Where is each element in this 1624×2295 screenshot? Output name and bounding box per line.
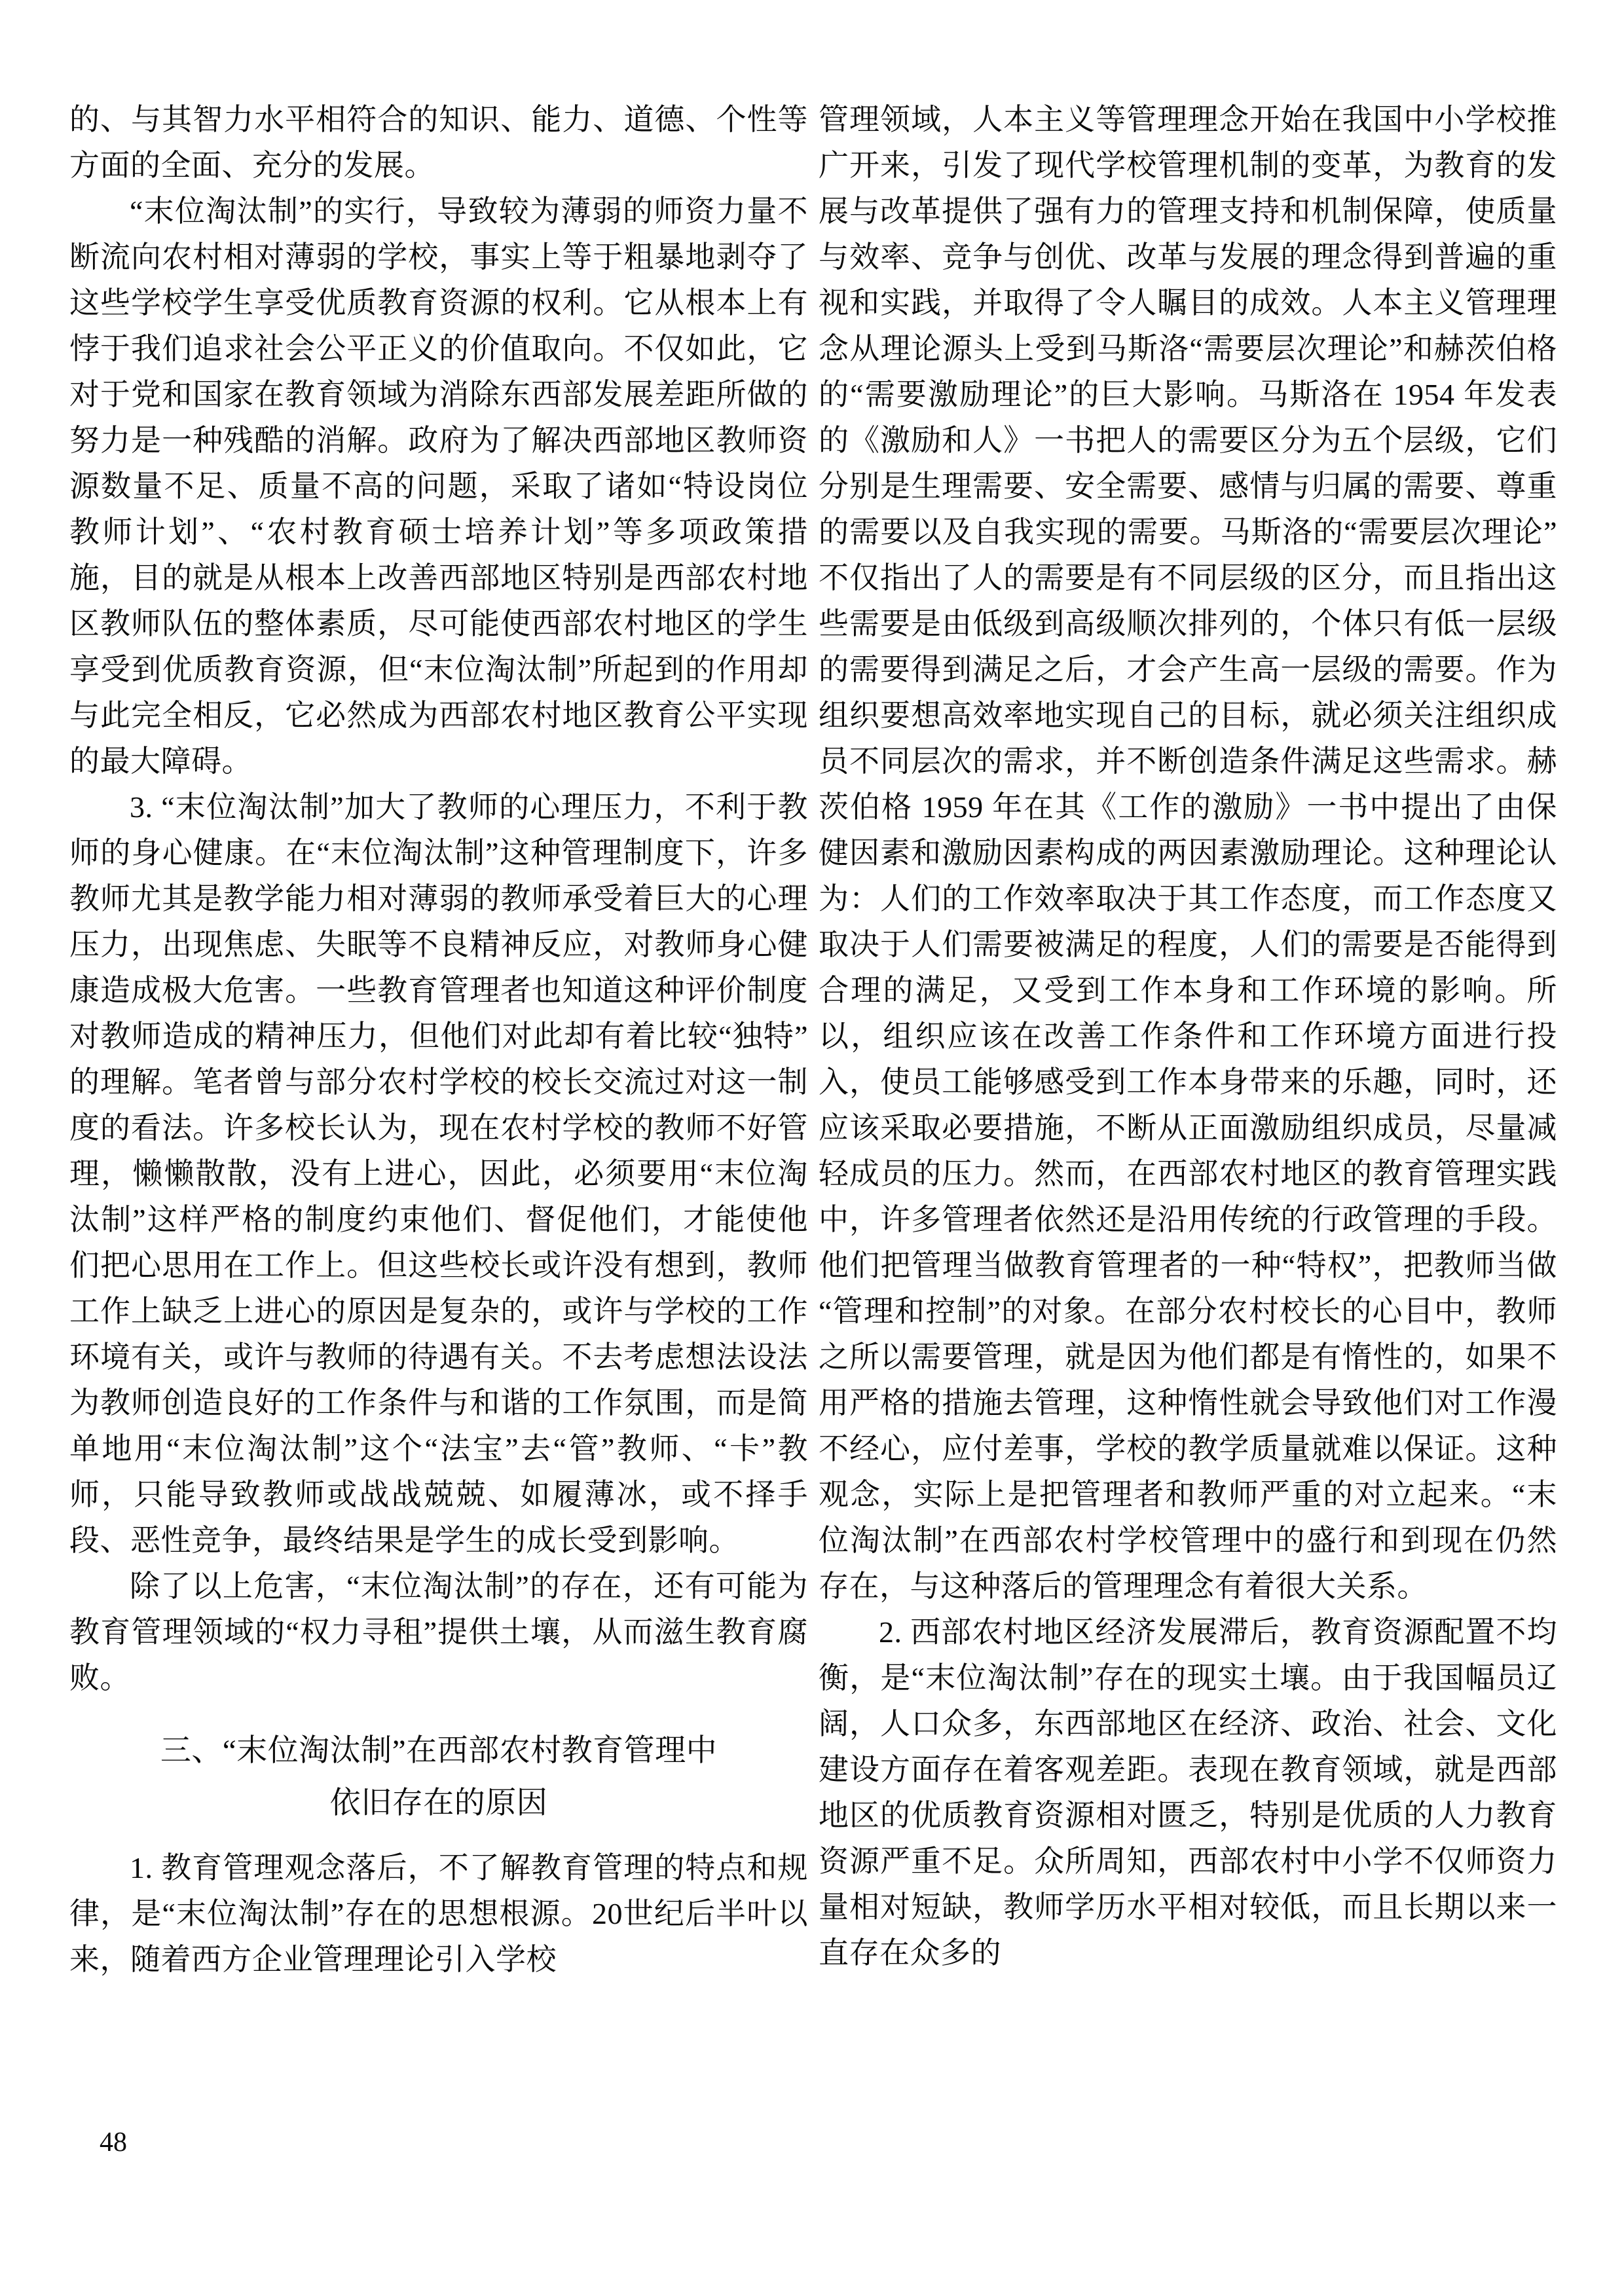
paragraph-continued-from-previous-page: 的、与其智力水平相符合的知识、能力、道德、个性等方面的全面、充分的发展。 (69, 103, 808, 182)
section-heading-line-2: 依旧存在的原因 (329, 1786, 548, 1820)
paragraph-point-2: 2. 西部农村地区经济发展滞后，教育资源配置不均衡，是“末位淘汰制”存在的现实土壤。由于我国幅员辽阔，人口众多，东西部地区在经济、政治、社会、文化建设方面存在着客观差距。表现在教育领域，就是西部地区的优质教育资源相对匮乏，特别是优质的人力教育资源严重不足。众所周知，西部农村中小学不仅师资力量相对短缺，教师学历水平相对较低，而且长期以来一直存在众多的 (819, 1615, 1557, 1970)
right-column (819, 97, 1557, 1983)
page-number: 48 (100, 2127, 127, 2157)
left-column (69, 97, 808, 1983)
two-column-text-area (69, 97, 1557, 1983)
paragraph: “末位淘汰制”的实行，导致较为薄弱的师资力量不断流向农村相对薄弱的学校，事实上等于粗暴地剥夺了这些学校学生享受优质教育资源的权利。它从根本上有悖于我们追求社会公平正义的价值取向。不仅如此，它对于党和国家在教育领域为消除东西部发展差距所做的努力是一种残酷的消解。政府为了解决西部地区教师资源数量不足、质量不高的问题，采取了诸如“特设岗位教师计划”、“农村教育硕士培养计划”等多项政策措施，目的就是从根本上改善西部地区特别是西部农村地区教师队伍的整体素质，尽可能使西部农村地区的学生享受到优质教育资源，但“末位淘汰制”所起到的作用却与此完全相反，它必然成为西部农村地区教育公平实现的最大障碍。 (69, 194, 808, 778)
paragraph-continued-from-left-column: 管理领域，人本主义等管理理念开始在我国中小学校推广开来，引发了现代学校管理机制的变革，为教育的发展与改革提供了强有力的管理支持和机制保障，使质量与效率、竞争与创优、改革与发展的理念得到普遍的重视和实践，并取得了令人瞩目的成效。人本主义管理理念从理论源头上受到马斯洛“需要层次理论”和赫茨伯格的“需要激励理论”的巨大影响。马斯洛在 1954 年发表的《激励和人》一书把人的需要区分为五个层级，它们分别是生理需要、安全需要、感情与归属的需要、尊重的需要以及自我实现的需要。马斯洛的“需要层次理论”不仅指出了人的需要是有不同层级的区分，而且指出这些需要是由低级到高级顺次排列的，个体只有低一层级的需要得到满足之后，才会产生高一层级的需要。作为组织要想高效率地实现自己的目标，就必须关注组织成员不同层次的需求，并不断创造条件满足这些需求。赫茨伯格 1959 年在其《工作的激励》一书中提出了由保健因素和激励因素构成的两因素激励理论。这种理论认为：人们的工作效率取决于其工作态度，而工作态度又取决于人们需要被满足的程度，人们的需要是否能得到合理的满足，又受到工作本身和工作环境的影响。所以，组织应该在改善工作条件和工作环境方面进行投入，使员工能够感受到工作本身带来的乐趣，同时，还应该采取必要措施，不断从正面激励组织成员，尽量减轻成员的压力。然而，在西部农村地区的教育管理实践中，许多管理者依然还是沿用传统的行政管理的手段。他们把管理当做教育管理者的一种“特权”，把教师当做“管理和控制”的对象。在部分农村校长的心目中，教师之所以需要管理，就是因为他们都是有惰性的，如果不用严格的措施去管理，这种惰性就会导致他们对工作漫不经心，应付差事，学校的教学质量就难以保证。这种观念，实际上是把管理者和教师严重的对立起来。“末位淘汰制”在西部农村学校管理中的盛行和到现在仍然存在，与这种落后的管理理念有着很大关系。 (819, 103, 1557, 1603)
section-heading-line-1: 三、“末位淘汰制”在西部农村教育管理中 (160, 1734, 718, 1768)
section-heading-three (69, 1725, 808, 1829)
paragraph-point-3: 3. “末位淘汰制”加大了教师的心理压力，不利于教师的身心健康。在“末位淘汰制”这种管理制度下，许多教师尤其是教学能力相对薄弱的教师承受着巨大的心理压力，出现焦虑、失眠等不良精神反应，对教师身心健康造成极大危害。一些教育管理者也知道这种评价制度对教师造成的精神压力，但他们对此却有着比较“独特”的理解。笔者曾与部分农村学校的校长交流过对这一制度的看法。许多校长认为，现在农村学校的教师不好管理，懒懒散散，没有上进心，因此，必须要用“末位淘汰制”这样严格的制度约束他们、督促他们，才能使他们把心思用在工作上。但这些校长或许没有想到，教师工作上缺乏上进心的原因是复杂的，或许与学校的工作环境有关，或许与教师的待遇有关。不去考虑想法设法为教师创造良好的工作条件与和谐的工作氛围，而是简单地用“末位淘汰制”这个“法宝”去“管”教师、“卡”教师，只能导致教师或战战兢兢、如履薄冰，或不择手段、恶性竞争，最终结果是学生的成长受到影响。 (69, 790, 808, 1557)
paragraph-point-1: 1. 教育管理观念落后，不了解教育管理的特点和规律，是“末位淘汰制”存在的思想根源。20世纪后半叶以来，随着西方企业管理理论引入学校 (69, 1851, 808, 1976)
paragraph: 除了以上危害，“末位淘汰制”的存在，还有可能为教育管理领域的“权力寻租”提供土壤，从而滋生教育腐败。 (69, 1570, 808, 1695)
